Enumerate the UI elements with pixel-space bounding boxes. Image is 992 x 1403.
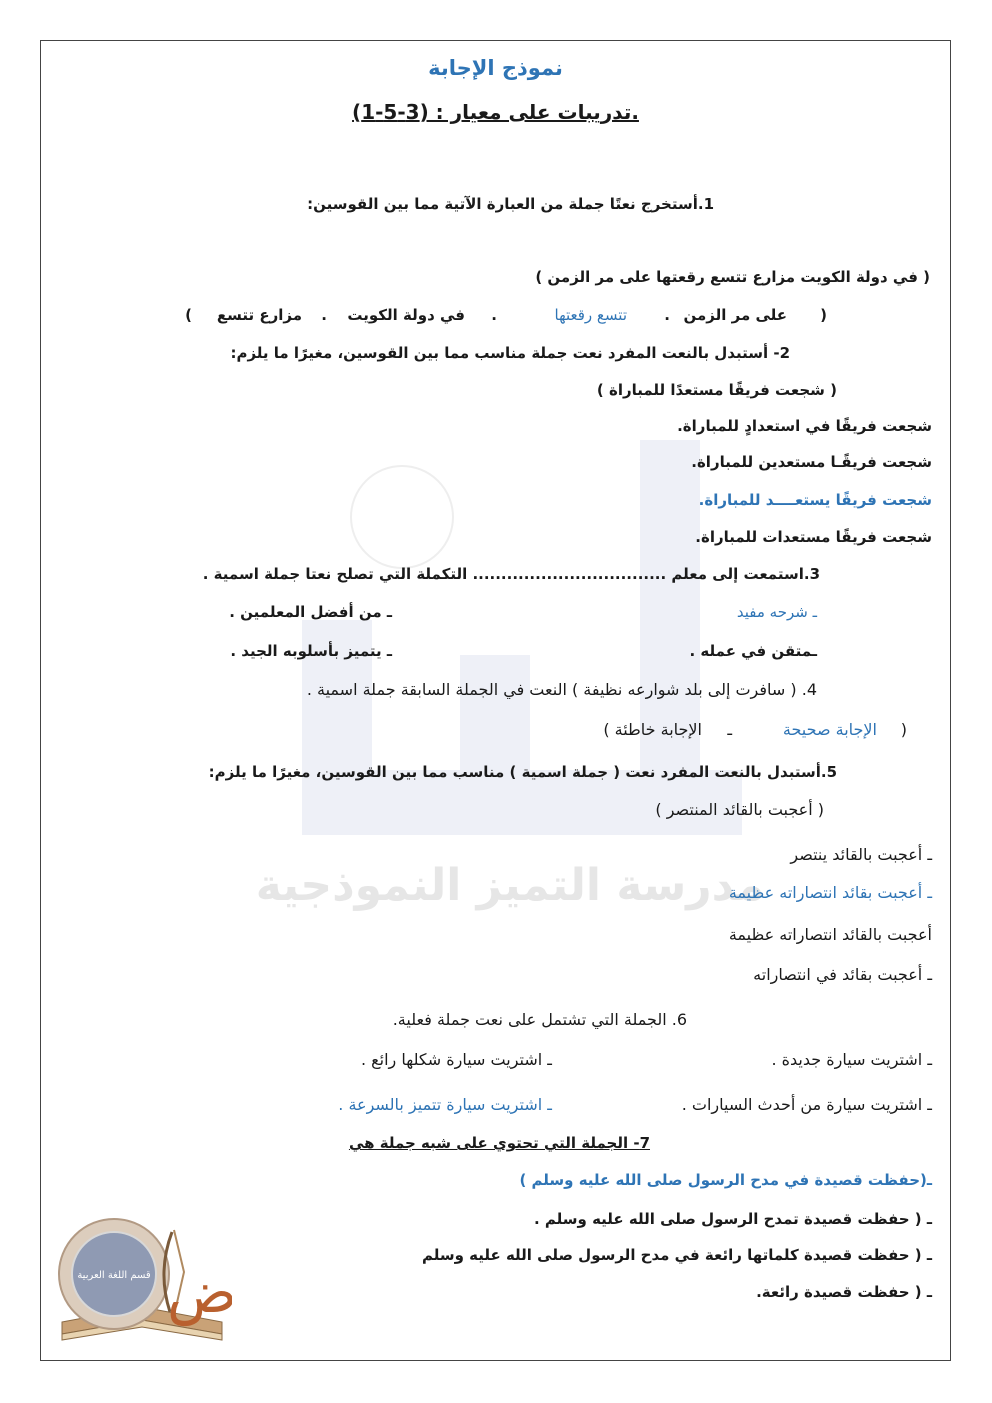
q3-option-b: ـ من أفضل المعلمين . (229, 603, 392, 621)
q6-prompt: 6. الجملة التي تشتمل على نعت جملة فعلية. (392, 1010, 687, 1029)
page-subtitle: .تدريبات على معيار : (3-5-1) (352, 100, 639, 124)
q1-option-d: مزارع تتسع (216, 306, 302, 324)
q2-sentence: ( شجعت فريقًا مستعدًا للمباراة ) (596, 381, 837, 399)
q6-option-c: ـ اشتريت سيارة من أحدث السيارات . (681, 1095, 932, 1114)
q6-option-a: ـ اشتريت سيارة جديدة . (771, 1050, 932, 1069)
q1-sentence: ( في دولة الكويت مزارع تتسع رقعتها على مر الزمن ) (535, 268, 930, 286)
q1-sep: . (321, 306, 327, 324)
q5-option-a: ـ أعجبت بالقائد ينتصر (790, 845, 932, 864)
q4-wrong-option: الإجابة خاطئة ) (603, 720, 702, 739)
q3-option-c: ـمتقن في عمله . (689, 642, 817, 660)
q7-option-a-answer: ـ(حفظت قصيدة في مدح الرسول صلى الله عليه وسلم ) (519, 1171, 932, 1189)
q3-option-d: ـ يتميز بأسلوبه الجيد . (230, 642, 392, 660)
book-quill-icon (52, 1212, 232, 1352)
logo-text: قسم اللغة العربية (77, 1270, 151, 1281)
q1-option-c: في دولة الكويت (347, 306, 465, 324)
q5-option-d: ـ أعجبت بقائد في انتصاراته (753, 965, 932, 984)
q5-option-c: أعجبت بالقائد انتصاراته عظيمة (728, 925, 932, 944)
watermark-circle (350, 465, 454, 569)
q5-prompt: 5.أستبدل بالنعت المفرد نعت ( جملة اسمية ) مناسب مما بين القوسين، مغيرًا ما يلزم: (208, 763, 837, 781)
q7-option-d: ـ ( حفظت قصيدة رائعة. (756, 1283, 932, 1301)
q3-prompt: 3.استمعت إلى معلم .................................. التكملة التي تصلح نعتا جملة اسمية . (202, 565, 820, 583)
q2-option-a: شجعت فريقًا في استعدادٍ للمباراة. (677, 417, 932, 435)
q4-sep: ـ (727, 720, 732, 739)
q4-prompt: 4. ( سافرت إلى بلد شوارعه نظيفة ) النعت في الجملة السابقة جملة اسمية . (306, 680, 817, 699)
q5-sentence: ( أعجبت بالقائد المنتصر ) (655, 800, 824, 819)
q2-prompt: 2- أستبدل بالنعت المفرد نعت جملة مناسب مما بين القوسين، مغيرًا ما يلزم: (230, 344, 790, 362)
q1-open: ( (820, 306, 827, 324)
q4-correct-answer: الإجابة صحيحة (782, 720, 877, 739)
q1-sep: . (664, 306, 670, 324)
q1-option-b-answer: تتسع رقعتها (554, 306, 627, 324)
q7-prompt: 7- الجملة التي تحتوي على شبه جملة هي (348, 1134, 650, 1152)
q7-option-c: ـ ( حفظت قصيدة كلماتها رائعة في مدح الرسول صلى الله عليه وسلم (421, 1246, 932, 1264)
department-logo (52, 1212, 232, 1352)
q6-option-d-answer: ـ اشتريت سيارة تتميز بالسرعة . (338, 1095, 552, 1114)
logo-letter: ض (166, 1258, 232, 1326)
q6-option-b: ـ اشتريت سيارة شكلها رائع . (360, 1050, 552, 1069)
q2-option-d: شجعت فريقًا مستعدات للمباراة. (695, 528, 932, 546)
page-title: نموذج الإجابة (428, 56, 563, 80)
q7-option-b: ـ ( حفظت قصيدة تمدح الرسول صلى الله عليه وسلم . (533, 1210, 932, 1228)
q1-sep: . (491, 306, 497, 324)
q1-prompt: 1.أستخرج نعتًا جملة من العبارة الآتية مما بين القوسين: (307, 195, 714, 213)
q1-option-a: على مر الزمن (683, 306, 787, 324)
q4-open: ( (900, 720, 907, 739)
watermark-text: مدرسة التميز النموذجية (255, 860, 765, 911)
q2-option-c-answer: شجعت فريقًا يستعــــد للمباراة. (698, 491, 932, 509)
q2-option-b: شجعت فريقًـا مستعدين للمباراة. (691, 453, 932, 471)
q5-option-b-answer: ـ أعجبت بقائد انتصاراته عظيمة (728, 883, 932, 902)
q1-close: ) (185, 306, 192, 324)
q3-option-a-answer: ـ شرحه مفيد (736, 603, 817, 621)
